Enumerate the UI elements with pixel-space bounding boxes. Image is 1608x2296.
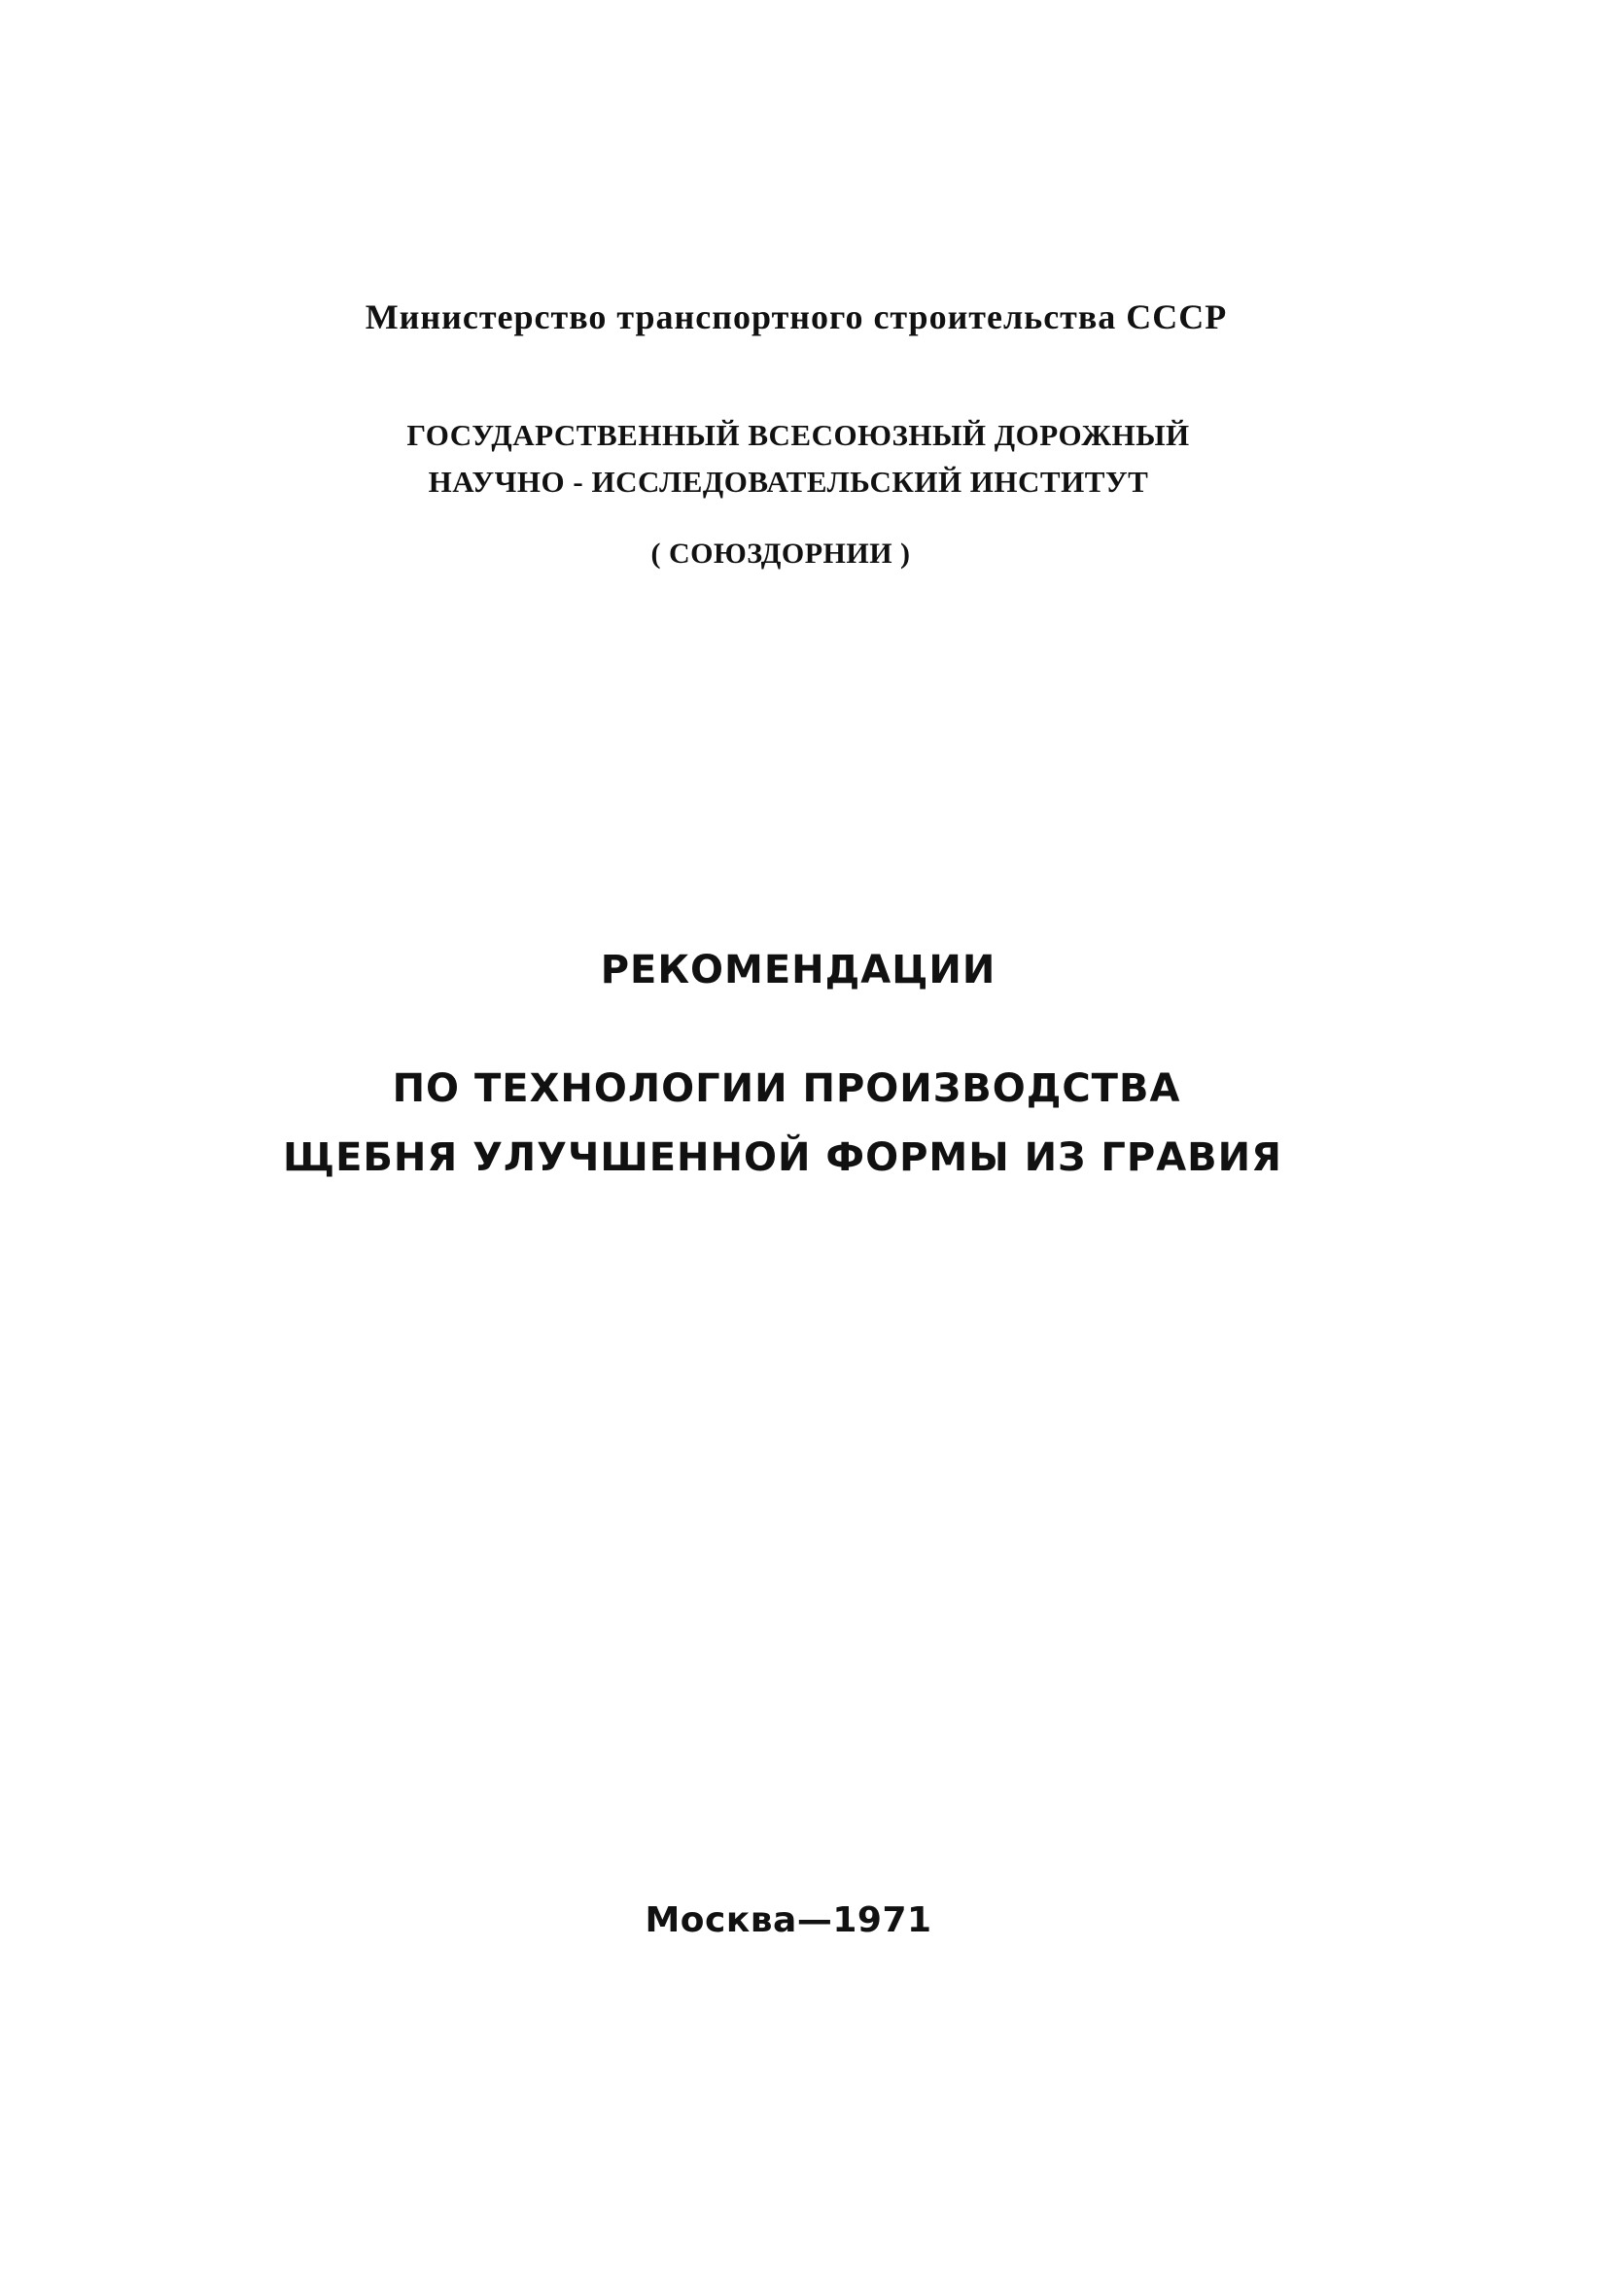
ministry-name: Министерство транспортного строительства СССР: [365, 297, 1228, 336]
document-title-line-1: ПО ТЕХНОЛОГИИ ПРОИЗВОДСТВА: [392, 1066, 1181, 1111]
institute-abbreviation: ( СОЮЗДОРНИИ ): [650, 538, 911, 570]
institute-name-line-1: ГОСУДАРСТВЕННЫЙ ВСЕСОЮЗНЫЙ ДОРОЖНЫЙ: [406, 418, 1190, 452]
institute-name-line-2: НАУЧНО - ИССЛЕДОВАТЕЛЬСКИЙ ИНСТИТУТ: [428, 465, 1149, 499]
place-and-year: Москва—1971: [645, 1900, 932, 1940]
document-type: РЕКОМЕНДАЦИИ: [600, 948, 996, 992]
document-title-line-2: ЩЕБНЯ УЛУЧШЕННОЙ ФОРМЫ ИЗ ГРАВИЯ: [283, 1135, 1282, 1180]
